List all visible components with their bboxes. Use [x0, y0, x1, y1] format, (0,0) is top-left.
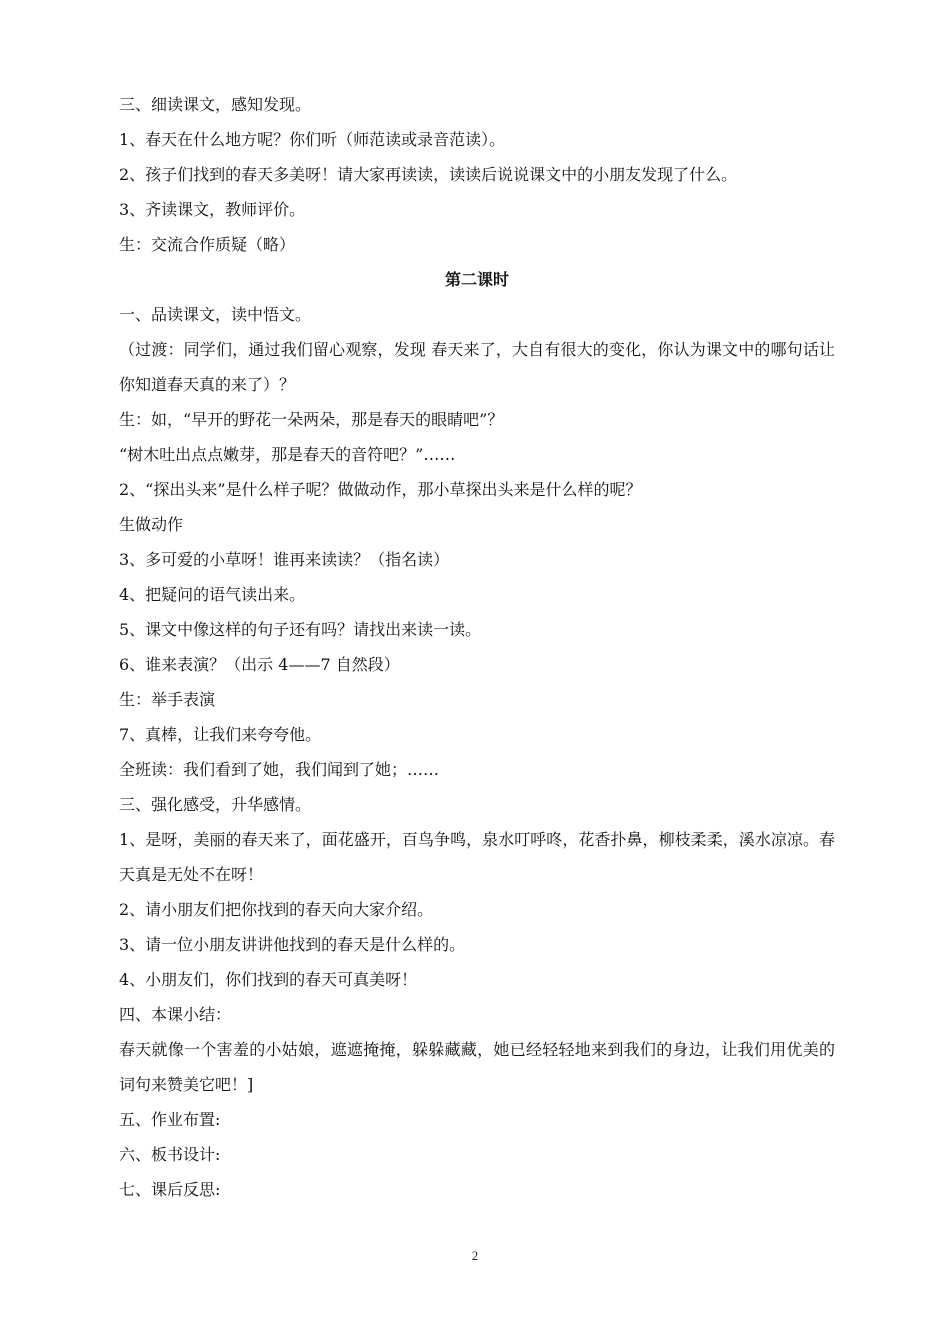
text-line: 5、课文中像这样的句子还有吗？请找出来读一读。 — [119, 620, 482, 639]
text-line: 生：举手表演 — [119, 690, 216, 709]
text-line: 五、作业布置: — [119, 1110, 221, 1129]
text-line: 4、把疑问的语气读出来。 — [119, 585, 306, 604]
text-line: 六、板书设计: — [119, 1145, 221, 1164]
text-line: 4、小朋友们，你们找到的春天可真美呀！ — [119, 970, 418, 989]
text-line: 生：如，“早开的野花一朵两朵，那是春天的眼睛吧”？ — [119, 410, 504, 429]
page-number: 2 — [471, 1248, 479, 1263]
text-line: 3、齐读课文，教师评价。 — [119, 200, 306, 219]
document-body — [119, 87, 835, 1207]
text-line: 6、谁来表演？（出示 4——7 自然段） — [119, 655, 400, 674]
paragraph: 1、是呀，美丽的春天来了，面花盛开，百鸟争鸣，泉水叮呼咚，花香扑鼻，柳枝柔柔，溪水凉凉。春天真是无处不在呀！ — [119, 830, 835, 884]
text-line: 生做动作 — [119, 515, 184, 534]
text-line: 三、细读课文，感知发现。 — [119, 95, 312, 114]
text-line: 3、多可爱的小草呀！谁再来读读？（指名读） — [119, 550, 450, 569]
text-line: 2、“探出头来”是什么样子呢？做做动作，那小草探出头来是什么样的呢？ — [119, 480, 642, 499]
text-line: 全班读：我们看到了她，我们闻到了她；…… — [119, 760, 440, 779]
text-line: 7、真棒，让我们来夸夸他。 — [119, 725, 322, 744]
paragraph: 春天就像一个害羞的小姑娘，遮遮掩掩，躲躲藏藏，她已经轻轻地来到我们的身边，让我们用优美的词句来赞美它吧！] — [119, 1040, 835, 1094]
text-line: 三、强化感受，升华感情。 — [119, 795, 312, 814]
text-line: 四、本课小结： — [119, 1005, 232, 1024]
text-line: 2、请小朋友们把你找到的春天向大家介绍。 — [119, 900, 434, 919]
section-title: 第二课时 — [444, 270, 509, 289]
text-line: 七、课后反思: — [119, 1180, 221, 1199]
text-line: 3、请一位小朋友讲讲他找到的春天是什么样的。 — [119, 935, 466, 954]
paragraph: （过渡：同学们，通过我们留心观察，发现 春天来了，大自有很大的变化，你认为课文中的哪句话让你知道春天真的来了）？ — [119, 340, 835, 394]
text-line: 生：交流合作质疑（略） — [119, 235, 296, 254]
text-line: 2、孩子们找到的春天多美呀！请大家再读读，读读后说说课文中的小朋友发现了什么。 — [119, 165, 738, 184]
text-line: “树木吐出点点嫩芽，那是春天的音符吧？”…… — [119, 445, 456, 464]
text-line: 一、品读课文，读中悟文。 — [119, 305, 312, 324]
text-line: 1、春天在什么地方呢？你们听（师范读或录音范读）。 — [119, 130, 506, 149]
